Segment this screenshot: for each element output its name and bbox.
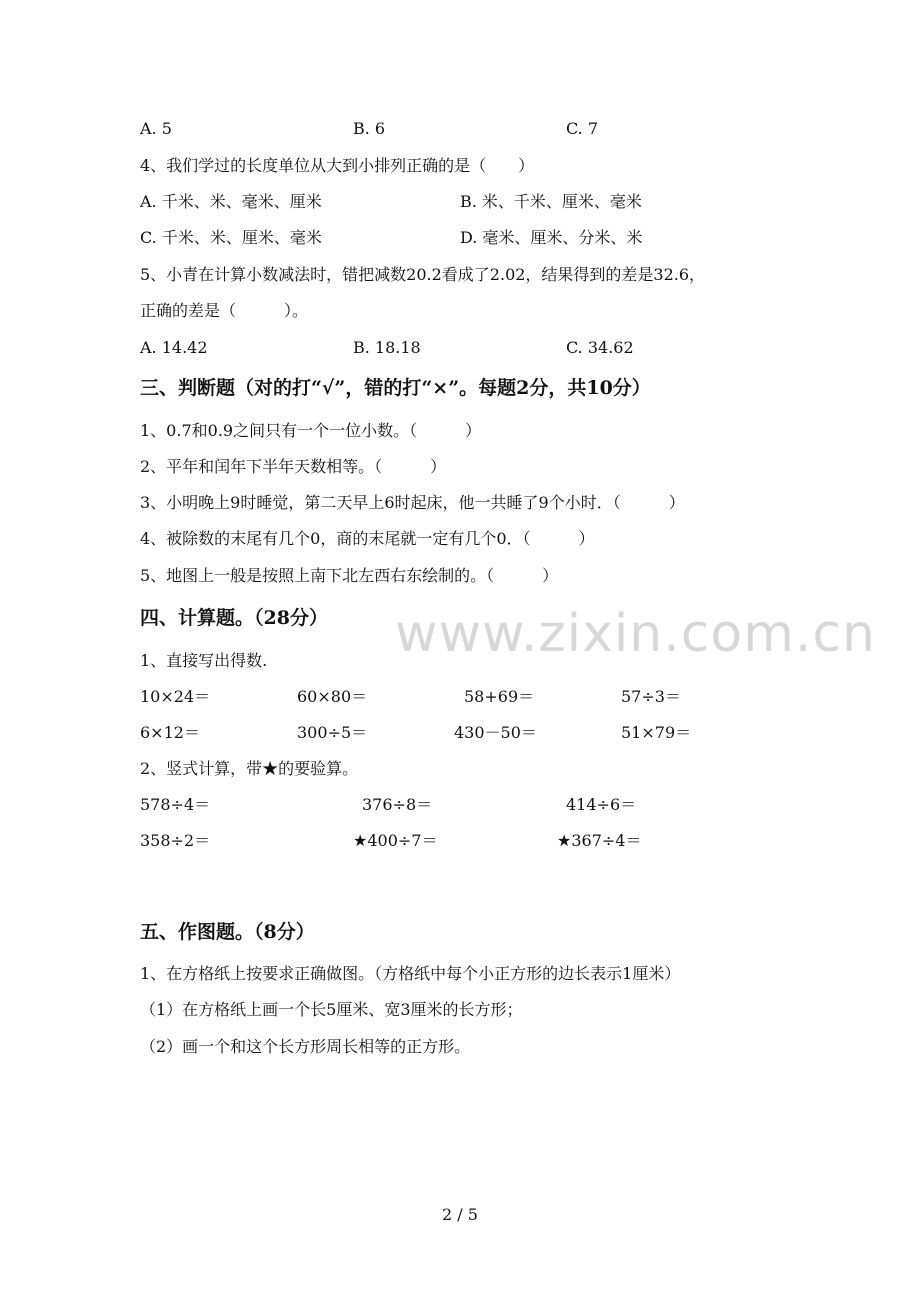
calc-q2-title: 2、竖式计算，带★的要验算。 — [140, 759, 359, 778]
section5-title: 五、作图题。（8分） — [140, 921, 315, 943]
calc-item: 60×80＝ — [297, 687, 368, 706]
q5-option-c: C. 34.62 — [566, 338, 634, 357]
section4-title: 四、计算题。（28分） — [140, 607, 328, 629]
calc-item: 10×24＝ — [140, 687, 211, 706]
judge-item-2: 2、平年和闰年下半年天数相等。（ ） — [140, 457, 447, 476]
calc-item: 57÷3＝ — [621, 687, 681, 706]
vertical-calc-item: 578÷4＝ — [140, 795, 211, 814]
vertical-calc-item: ★400÷7＝ — [353, 831, 438, 850]
draw-q1-line2: （1）在方格纸上画一个长5厘米、宽3厘米的长方形； — [140, 1000, 523, 1019]
q4-option-c: C. 千米、米、厘米、毫米 — [140, 228, 322, 247]
q4-stem: 4、我们学过的长度单位从大到小排列正确的是（ ） — [140, 156, 535, 175]
q4-option-a: A. 千米、米、毫米、厘米 — [140, 192, 322, 211]
draw-q1-line3: （2）画一个和这个长方形周长相等的正方形。 — [140, 1037, 471, 1056]
q4-option-d: D. 毫米、厘米、分米、米 — [460, 228, 643, 247]
watermark: www.zixin.com.cn — [395, 604, 876, 664]
calc-q1-title: 1、直接写出得数. — [140, 651, 268, 670]
q3-option-a: A. 5 — [140, 119, 172, 138]
calc-item: 51×79＝ — [621, 723, 692, 742]
vertical-calc-item: 414÷6＝ — [566, 795, 637, 814]
q3-option-b: B. 6 — [353, 119, 386, 138]
page-number: 2 / 5 — [442, 1205, 478, 1224]
judge-item-1: 1、0.7和0.9之间只有一个一位小数。（ ） — [140, 421, 482, 440]
q4-option-b: B. 米、千米、厘米、毫米 — [460, 192, 642, 211]
judge-item-3: 3、小明晚上9时睡觉，第二天早上6时起床，他一共睡了9个小时．（ ） — [140, 493, 685, 512]
calc-item: 58+69＝ — [464, 687, 535, 706]
q5-stem-line1: 5、小青在计算小数减法时，错把减数20.2看成了2.02，结果得到的差是32.6， — [140, 265, 706, 284]
q5-option-a: A. 14.42 — [140, 338, 208, 357]
vertical-calc-item: 358÷2＝ — [140, 831, 211, 850]
draw-q1-line1: 1、在方格纸上按要求正确做图。（方格纸中每个小正方形的边长表示1厘米） — [140, 964, 681, 983]
vertical-calc-item: 376÷8＝ — [362, 795, 433, 814]
judge-item-4: 4、被除数的末尾有几个0，商的末尾就一定有几个0．（ ） — [140, 529, 595, 548]
q5-option-b: B. 18.18 — [353, 338, 421, 357]
judge-item-5: 5、地图上一般是按照上南下北左西右东绘制的。（ ） — [140, 566, 559, 585]
vertical-calc-item: ★367÷4＝ — [557, 831, 642, 850]
calc-item: 430－50＝ — [454, 723, 537, 742]
q3-option-c: C. 7 — [566, 119, 599, 138]
calc-item: 300÷5＝ — [297, 723, 368, 742]
q5-stem-line2: 正确的差是（ ）。 — [140, 301, 309, 320]
section3-title: 三、判断题（对的打“√”，错的打“×”。每题2分，共10分） — [140, 377, 651, 399]
calc-item: 6×12＝ — [140, 723, 200, 742]
